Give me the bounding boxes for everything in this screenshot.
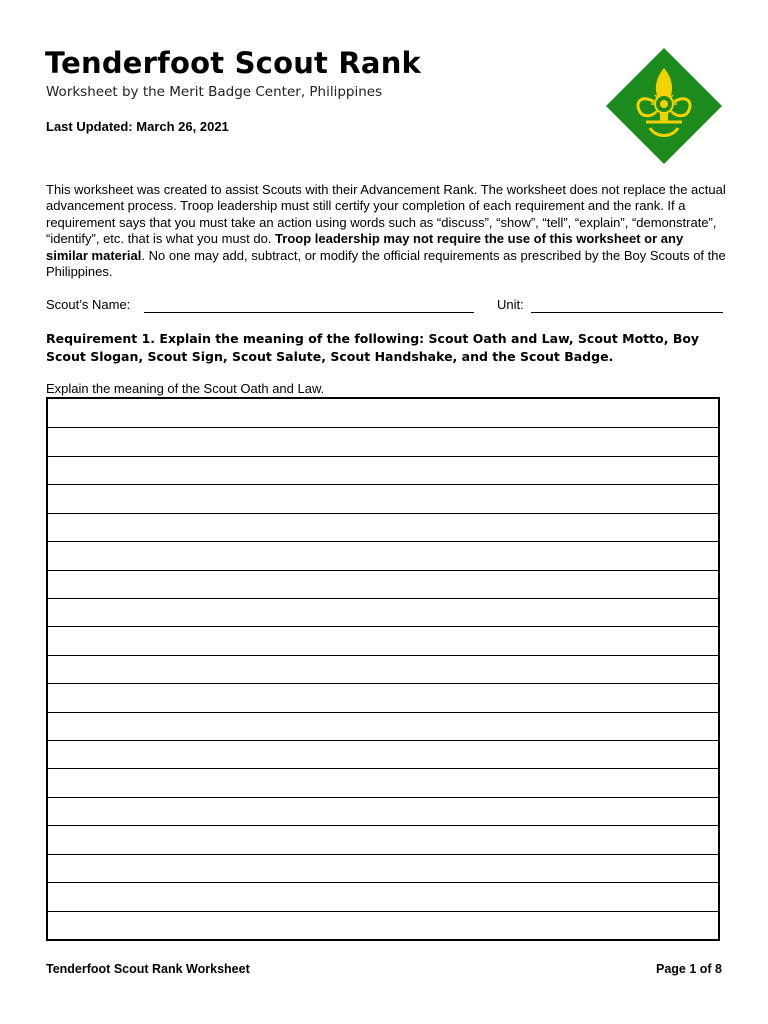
answer-line (48, 427, 718, 428)
answer-line (48, 882, 718, 883)
page-title: Tenderfoot Scout Rank (45, 46, 422, 80)
scout-badge-icon (604, 46, 724, 166)
last-updated: Last Updated: March 26, 2021 (46, 119, 229, 134)
answer-line (48, 598, 718, 599)
scout-name-field[interactable] (144, 312, 474, 313)
answer-line (48, 484, 718, 485)
answer-line (48, 797, 718, 798)
answer-line (48, 768, 718, 769)
answer-line (48, 825, 718, 826)
intro-text-2: . No one may add, subtract, or modify the official requirements as prescribed by the Boy Scouts of the Philippines. (46, 247, 726, 280)
answer-line (48, 655, 718, 656)
answer-line (48, 683, 718, 684)
footer-title: Tenderfoot Scout Rank Worksheet (46, 962, 250, 976)
answer-line (48, 854, 718, 855)
answer-line (48, 911, 718, 912)
requirement-1-heading: Requirement 1. Explain the meaning of the following: Scout Oath and Law, Scout Motto, Boy Scout Slogan, Scout Sign, Scout Salute, Scout Handshake, and the Scout Badge. (46, 331, 700, 364)
answer-line (48, 513, 718, 514)
intro-text-1: This worksheet was created to assist Scouts with their Advancement Rank. The worksheet does not replace the actual advancement process. Troop leadership must still certify your completion of each requirement and the rank. If a requirement says that you must take an action using words such as “discuss”, “show”, “tell”, “explain”, “demonstrate”, “identify”, etc. that is what you must do. (46, 182, 726, 247)
answer-line (48, 456, 718, 457)
page-subtitle: Worksheet by the Merit Badge Center, Philippines (46, 84, 383, 100)
scout-info-fields (46, 297, 726, 317)
page-number: Page 1 of 8 (656, 962, 722, 976)
intro-text-bold: Troop leadership may not require the use of this worksheet or any similar material (46, 231, 684, 263)
answer-line (48, 740, 718, 741)
answer-line (48, 570, 718, 571)
answer-box[interactable] (46, 397, 720, 941)
answer-line (48, 626, 718, 627)
scout-name-label: Scout’s Name: (46, 297, 131, 312)
answer-line (48, 541, 718, 542)
intro-paragraph (46, 182, 726, 280)
requirement-prompt: Explain the meaning of the Scout Oath and Law. (46, 381, 325, 396)
unit-field[interactable] (531, 312, 723, 313)
answer-line (48, 712, 718, 713)
unit-label: Unit: (497, 297, 524, 312)
